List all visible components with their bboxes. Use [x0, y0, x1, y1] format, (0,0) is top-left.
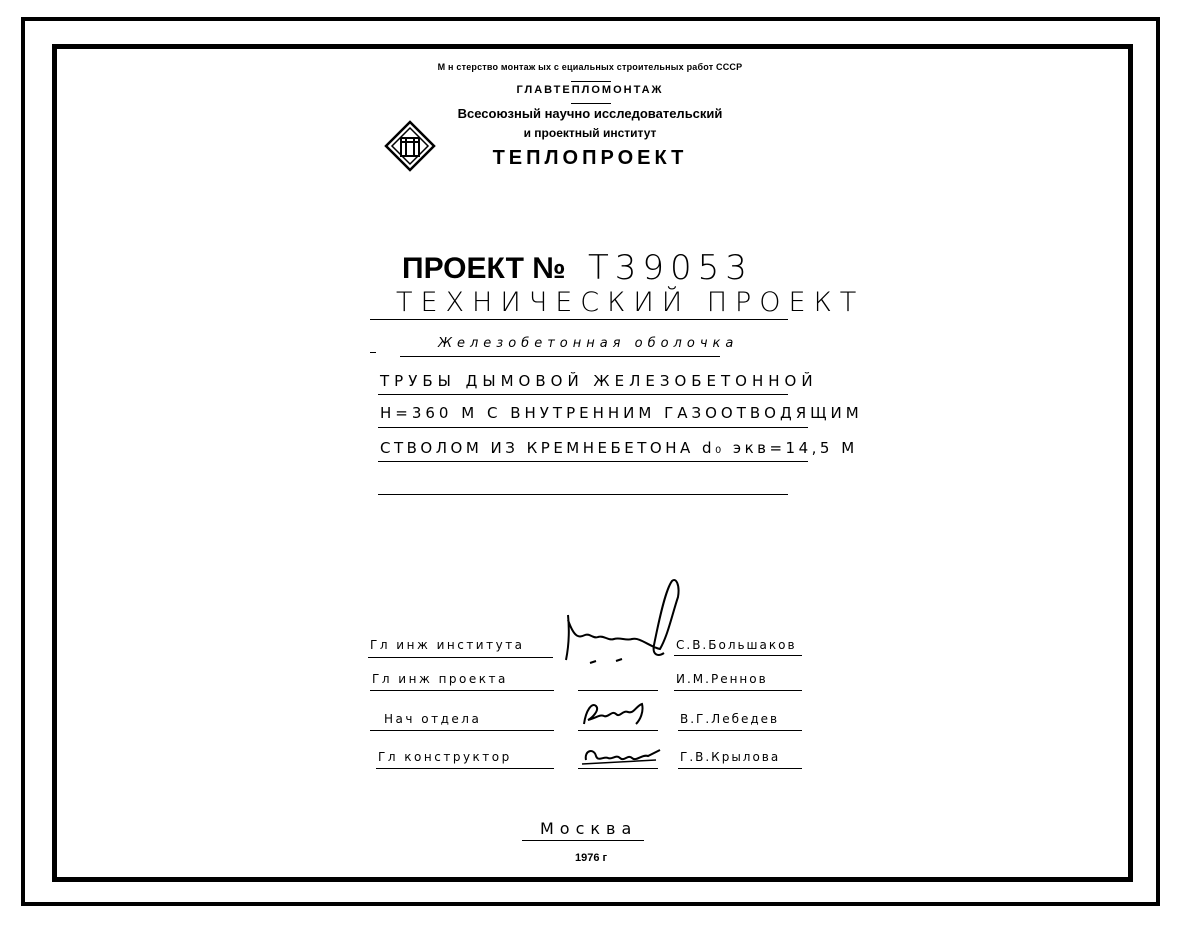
- glavk-overline: [571, 81, 611, 82]
- signer-title-4: Гл конструктор: [378, 750, 512, 764]
- desc-underline-5: [378, 494, 788, 495]
- desc-underline-1: [400, 356, 720, 357]
- signer-name-underline-1: [674, 655, 802, 656]
- signature-line-2: [578, 690, 658, 691]
- signer-title-2: Гл инж проекта: [372, 672, 508, 686]
- signer-name-4: Г.В.Крылова: [680, 750, 781, 764]
- glavk-underline: [571, 103, 611, 104]
- description-line-3: Н=360 М С ВНУТРЕННИМ ГАЗООТВОДЯЩИМ: [380, 404, 863, 422]
- project-number: Т39053: [588, 248, 753, 288]
- institute-line-2: и проектный институт: [523, 126, 657, 140]
- signer-title-1: Гл инж института: [370, 638, 525, 652]
- institute-line-1: Всесоюзный научно исследовательский: [457, 106, 723, 121]
- year: 1976 г: [575, 852, 608, 864]
- signer-name-underline-4: [678, 768, 802, 769]
- project-label: ПРОЕКТ №: [402, 252, 566, 285]
- description-line-2: ТРУБЫ ДЫМОВОЙ ЖЕЛЕЗОБЕТОННОЙ: [380, 372, 818, 390]
- signer-name-3: В.Г.Лебедев: [680, 712, 780, 726]
- description-line-1: Железобетонная оболочка: [438, 336, 739, 351]
- signer-name-1: С.В.Большаков: [676, 638, 797, 652]
- signature-krylova-icon: [578, 742, 662, 770]
- signer-name-underline-2: [674, 690, 802, 691]
- desc-underline-2: [378, 394, 788, 395]
- signer-title-underline-1: [368, 657, 553, 658]
- desc-underline-3: [378, 427, 808, 428]
- signature-bolshakov-icon: [560, 575, 690, 675]
- signer-title-3: Нач отдела: [384, 712, 482, 726]
- signer-title-underline-4: [376, 768, 554, 769]
- signer-title-underline-2: [370, 690, 554, 691]
- signer-name-underline-3: [678, 730, 802, 731]
- desc-dash: [370, 352, 376, 353]
- stage-underline: [370, 319, 788, 320]
- glavk-name: ГЛАВТЕПЛОМОНТАЖ: [516, 84, 664, 96]
- signature-lebedev-icon: [578, 696, 658, 732]
- city-underline: [522, 840, 644, 841]
- project-stage: ТЕХНИЧЕСКИЙ ПРОЕКТ: [396, 287, 865, 318]
- signer-title-underline-3: [370, 730, 554, 731]
- signer-name-2: И.М.Реннов: [676, 672, 768, 686]
- institute-logo-icon: [384, 120, 436, 172]
- desc-underline-4: [378, 461, 808, 462]
- city: Москва: [540, 819, 638, 838]
- ministry-line: М н стерство монтаж ых с ециальных строительных работ СССР: [437, 62, 743, 72]
- institute-name: ТЕПЛОПРОЕКТ: [492, 147, 688, 169]
- description-line-4: СТВОЛОМ ИЗ КРЕМНЕБЕТОНА d₀ экв=14,5 М: [380, 439, 858, 457]
